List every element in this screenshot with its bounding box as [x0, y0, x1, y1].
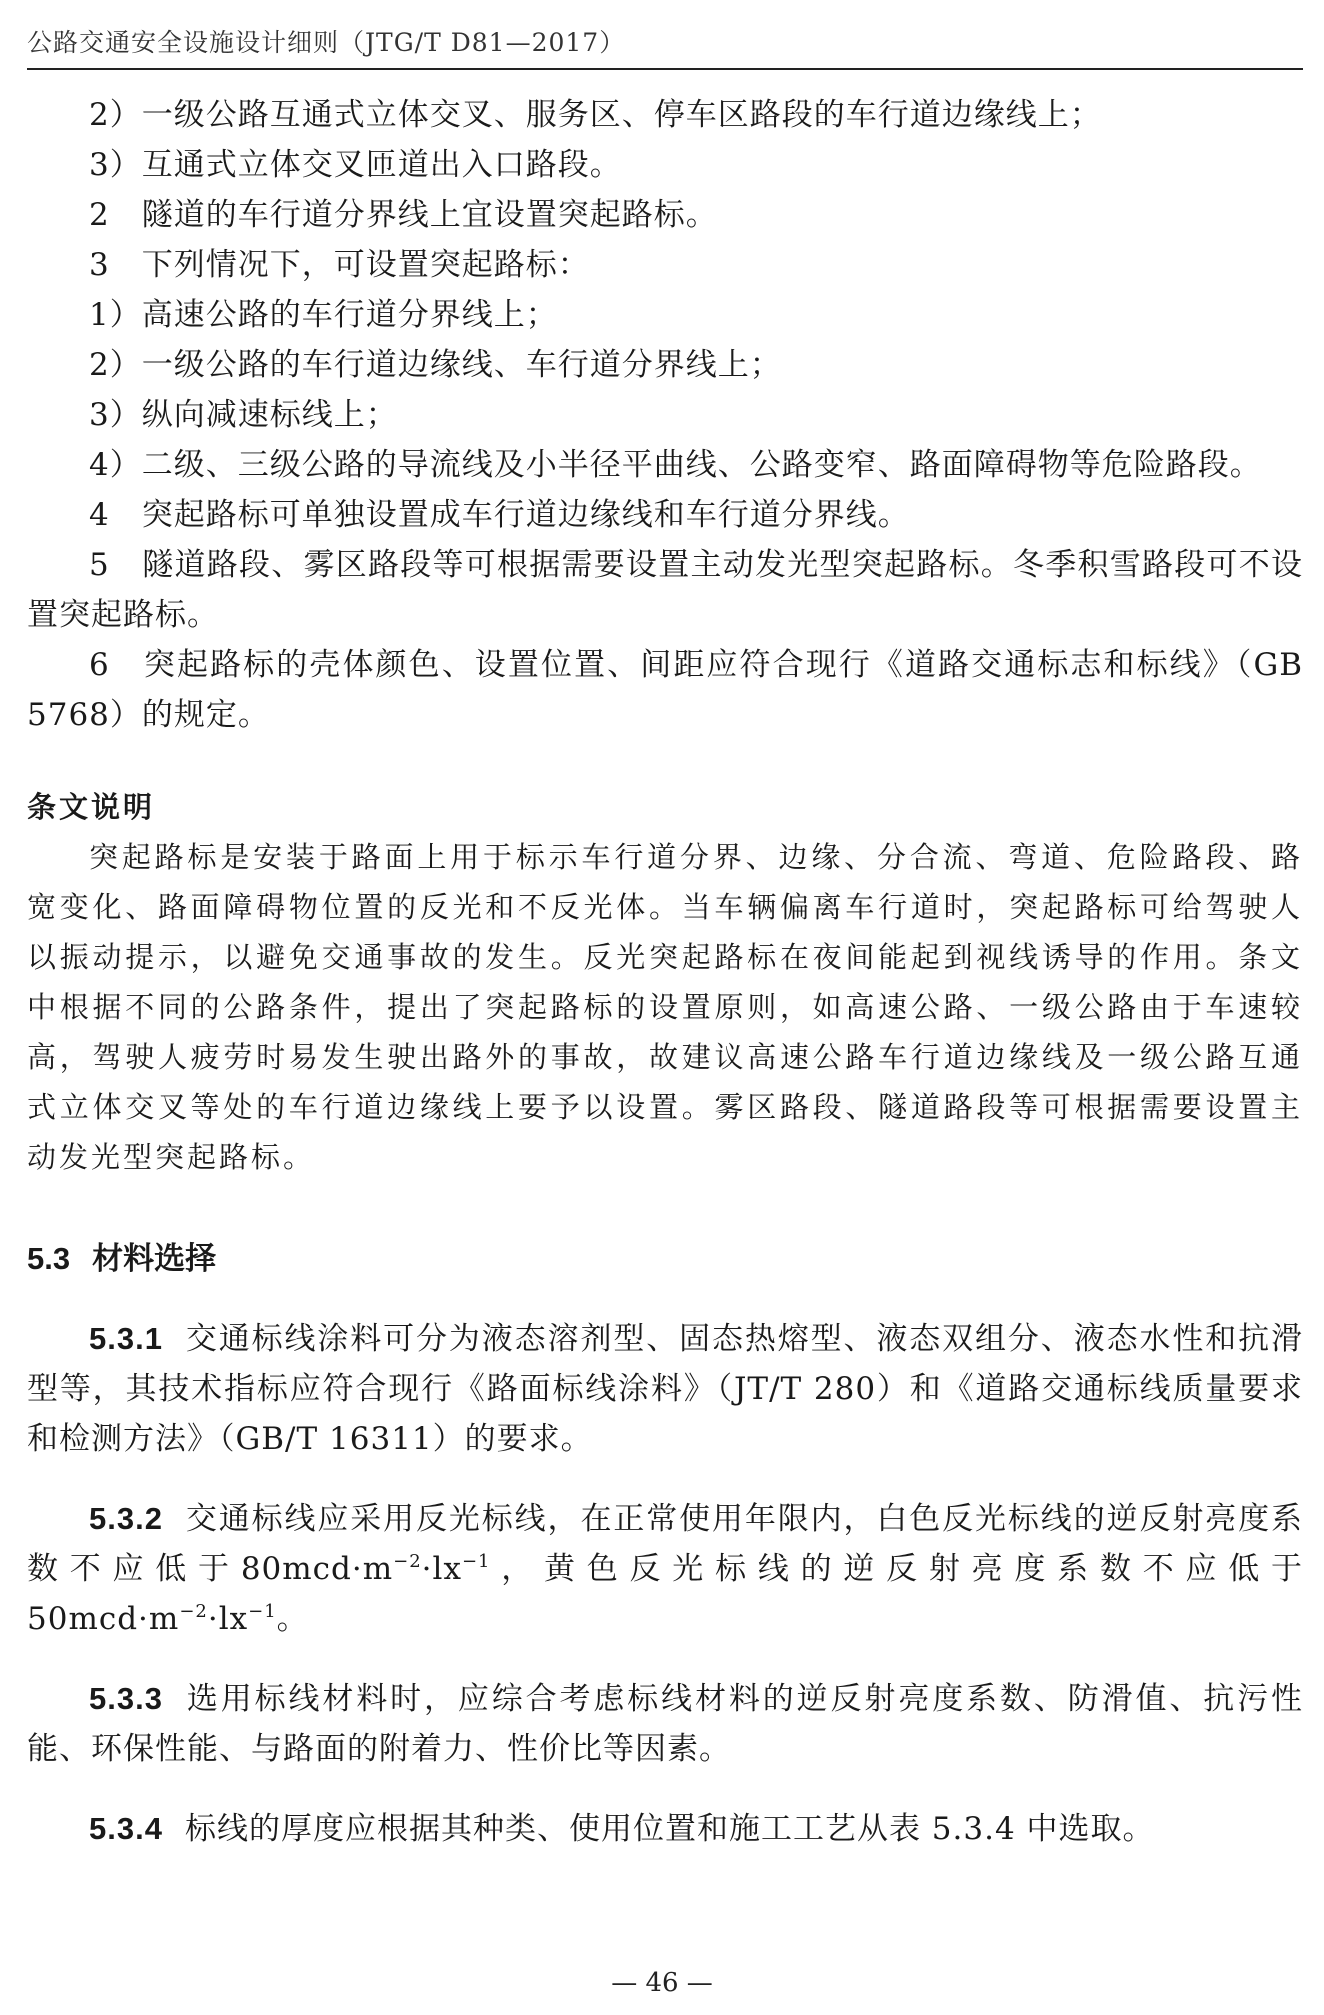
clause-5-3-1: [27, 1314, 1303, 1464]
clause-5-3-2: [27, 1494, 1303, 1644]
exponent: −1: [248, 1601, 277, 1622]
commentary-text: 突起路标是安装于路面上用于标示车行道分界、边缘、分合流、弯道、危险路段、路宽变化、路面障碍物位置的反光和不反光体。当车辆偏离车行道时，突起路标可给驾驶人以振动提示，以避免交通事故的发生。反光突起路标在夜间能起到视线诱导的作用。条文中根据不同的公路条件，提出了突起路标的设置原则，如高速公路、一级公路由于车速较高，驾驶人疲劳时易发生驶出路外的事故，故建议高速公路车行道边缘线及一级公路互通式立体交叉等处的车行道边缘线上要予以设置。雾区路段、隧道路段等可根据需要设置主动发光型突起路标。: [27, 840, 1303, 1174]
list-item: 4）二级、三级公路的导流线及小半径平曲线、公路变窄、路面障碍物等危险路段。: [89, 447, 1262, 483]
page-body: [27, 90, 1303, 1854]
commentary-heading: 条文说明: [27, 790, 156, 824]
list-item: 1）高速公路的车行道分界线上；: [89, 297, 558, 333]
exponent: −2: [179, 1601, 208, 1622]
page-number: — 46 —: [611, 1968, 713, 1998]
section-title: 材料选择: [92, 1241, 217, 1276]
clause-text: ·lx: [207, 1601, 249, 1637]
clause-text: ·lx: [421, 1551, 462, 1587]
clause-text: ，黄色反光标线的逆反射亮度系数不应低于50mcd·m: [27, 1551, 1304, 1637]
clause-number: 5.3.1: [89, 1321, 163, 1356]
spacer: [27, 740, 1303, 782]
clause-text: 交通标线涂料可分为液态溶剂型、固态热熔型、液态双组分、液态水性和抗滑型等，其技术指标应符合现行《路面标线涂料》（JT/T 280）和《道路交通标线质量要求和检测方法》（GB/T 16311）的要求。: [27, 1321, 1303, 1457]
list-item: 3 下列情况下，可设置突起路标：: [89, 247, 590, 283]
section-heading: [27, 1234, 1303, 1284]
spacer: [27, 1284, 1303, 1314]
clause-text: 交通标线应采用反光标线，在正常使用年限内，白色反光标线的逆反射亮度系数不应低于80mcd·m: [27, 1501, 1303, 1587]
clause-number: 5.3.3: [89, 1681, 163, 1716]
running-header: 公路交通安全设施设计细则（JTG/T D81—2017）: [27, 28, 626, 57]
spacer: [27, 1182, 1303, 1234]
clause-text: 。: [276, 1601, 309, 1637]
clause-number: 5.3.4: [89, 1811, 163, 1846]
clause-5-3-4: [27, 1804, 1303, 1854]
spacer: [27, 1644, 1303, 1674]
list-item: 3）互通式立体交叉匝道出入口路段。: [89, 147, 622, 183]
clause-text: 选用标线材料时，应综合考虑标线材料的逆反射亮度系数、防滑值、抗污性能、环保性能、与路面的附着力、性价比等因素。: [27, 1681, 1303, 1767]
header-rule: [27, 68, 1303, 70]
clause-5-3-3: [27, 1674, 1303, 1774]
spacer: [27, 1464, 1303, 1494]
clause-text: 标线的厚度应根据其种类、使用位置和施工工艺从表 5.3.4 中选取。: [184, 1811, 1155, 1847]
list-item: 2）一级公路互通式立体交叉、服务区、停车区路段的车行道边缘线上；: [89, 97, 1102, 133]
list-item: 6 突起路标的壳体颜色、设置位置、间距应符合现行《道路交通标志和标线》（GB 5768）的规定。: [27, 647, 1303, 733]
section-number: 5.3: [27, 1241, 71, 1276]
list-item: 2）一级公路的车行道边缘线、车行道分界线上；: [89, 347, 782, 383]
list-item: 5 隧道路段、雾区路段等可根据需要设置主动发光型突起路标。冬季积雪路段可不设置突起路标。: [27, 547, 1303, 633]
list-item: 2 隧道的车行道分界线上宜设置突起路标。: [89, 197, 718, 233]
spacer: [27, 1774, 1303, 1804]
exponent: −2: [393, 1551, 422, 1572]
list-item: 4 突起路标可单独设置成车行道边缘线和车行道分界线。: [89, 497, 910, 533]
exponent: −1: [461, 1551, 491, 1572]
list-item: 3）纵向减速标线上；: [89, 397, 398, 433]
clause-number: 5.3.2: [89, 1501, 163, 1536]
